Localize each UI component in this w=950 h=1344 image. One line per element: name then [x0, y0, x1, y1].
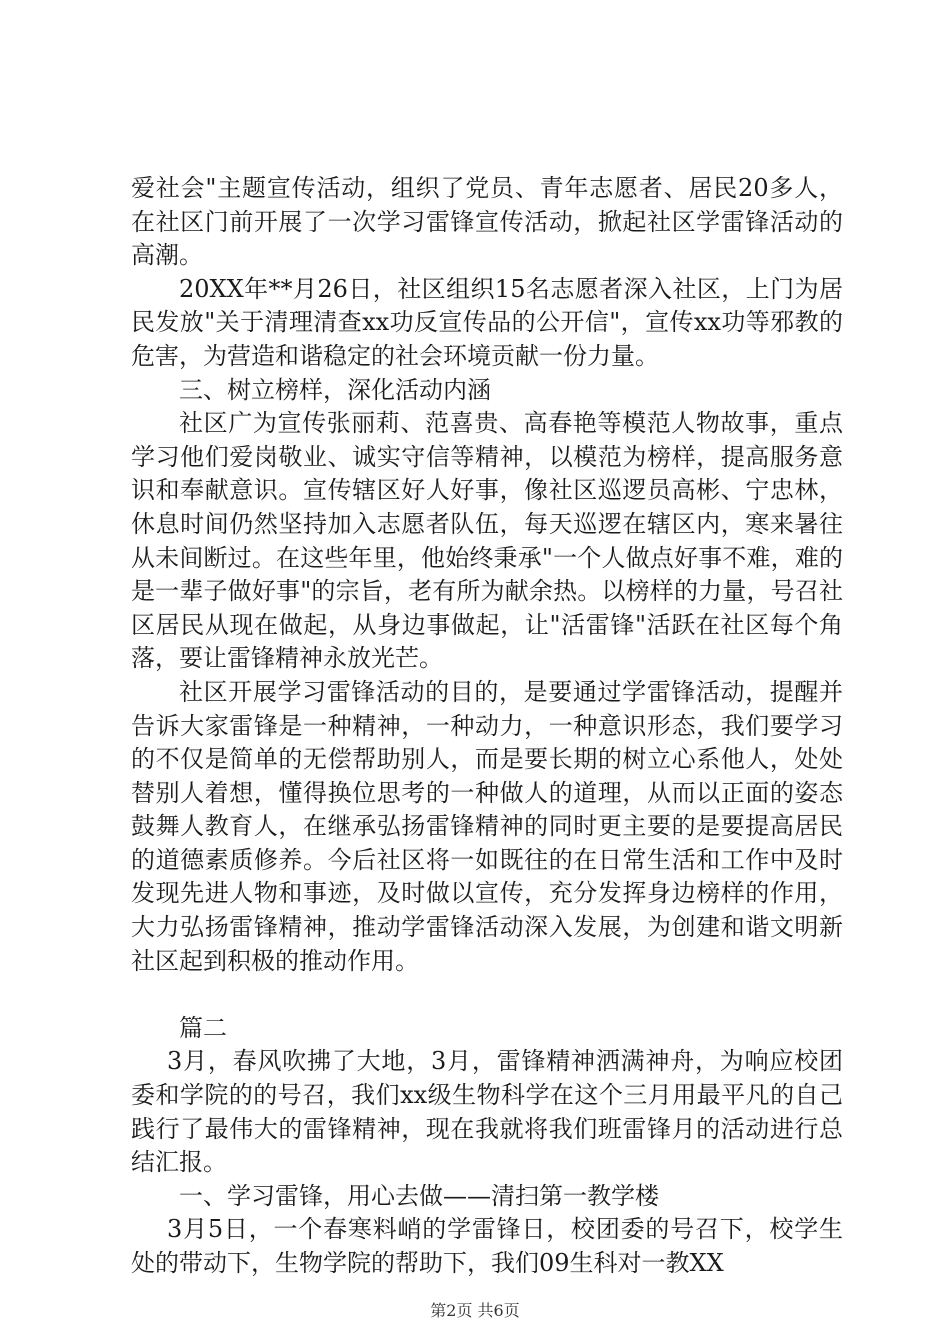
- part-heading: 篇二: [179, 1013, 227, 1042]
- section-heading: 一、学习雷锋，用心去做——清扫第一教学楼: [179, 1181, 659, 1210]
- paragraph: 社区开展学习雷锋活动的目的，是要通过学雷锋活动，提醒并告诉大家雷锋是一种精神，一种动力，一种意识形态，我们要学习的不仅是简单的无偿帮助别人，而是要长期的树立心系他人，处处替别人着想，懂得换位思考的一种做人的道理，从而以正面的姿态鼓舞人教育人，在继承弘扬雷锋精神的同时更主要的是要提高居民的道德素质修养。今后社区将一如既往的在日常生活和工作中及时发现先进人物和事迹，及时做以宣传，充分发挥身边榜样的作用，大力弘扬雷锋精神，推动学雷锋活动深入发展，为创建和谐文明新社区起到积极的推动作用。: [131, 677, 843, 975]
- document-body: [131, 172, 843, 1281]
- paragraph: 20XX年**月26日，社区组织15名志愿者深入社区，上门为居民发放"关于清理清查xx功反宣传品的公开信"，宣传xx功等邪教的危害，为营造和谐稳定的社会环境贡献一份力量。: [131, 274, 843, 370]
- section-heading: 三、树立榜样，深化活动内涵: [179, 375, 491, 404]
- paragraph: 3月，春风吹拂了大地，3月，雷锋精神洒满神舟，为响应校团委和学院的的号召，我们xx级生物科学在这个三月用最平凡的自己践行了最伟大的雷锋精神，现在我就将我们班雷锋月的活动进行总结汇报。: [131, 1047, 843, 1177]
- page-number-footer: 第2页 共6页: [430, 1301, 520, 1320]
- paragraph: 社区广为宣传张丽莉、范喜贵、高春艳等模范人物故事，重点学习他们爱岗敬业、诚实守信等精神，以模范为榜样，提高服务意识和奉献意识。宣传辖区好人好事，像社区巡逻员高彬、宁忠林，休息时间仍然坚持加入志愿者队伍，每天巡逻在辖区内，寒来暑往从未间断过。在这些年里，他始终秉承"一个人做点好事不难，难的是一辈子做好事"的宗旨，老有所为献余热。以榜样的力量，号召社区居民从现在做起，从身边事做起，让"活雷锋"活跃在社区每个角落，要让雷锋精神永放光芒。: [131, 409, 843, 673]
- paragraph: 3月5日，一个春寒料峭的学雷锋日，校团委的号召下，校学生处的带动下，生物学院的帮助下，我们09生科对一教XX: [131, 1215, 843, 1277]
- paragraph: 爱社会"主题宣传活动，组织了党员、青年志愿者、居民20多人，在社区门前开展了一次学习雷锋宣传活动，掀起社区学雷锋活动的高潮。: [131, 174, 843, 270]
- blank-line: [131, 978, 843, 1012]
